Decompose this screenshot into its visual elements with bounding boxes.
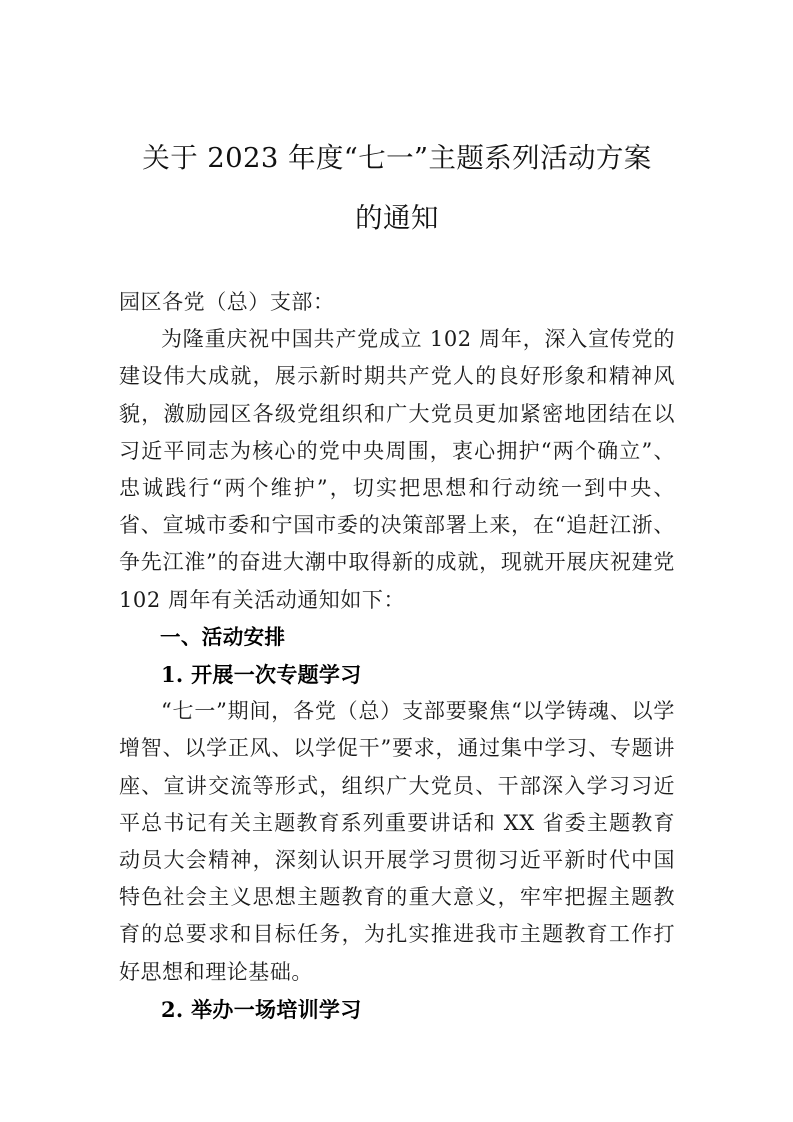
item-1-paragraph: “七一”期间，各党（总）支部要聚焦“以学铸魂、以学增智、以学正风、以学促干”要求，通过集中学习、专题讲座、宣讲交流等形式，组织广大党员、干部深入学习习近平总书记有关主题教育系列重要讲话和 XX 省委主题教育动员大会精神，深刻认识开展学习贯彻习近平新时代中国特色社会主义思想主题教育的重大意义，牢牢把握主题教育的总要求和目标任务，为扎实推进我市主题教育工作打好思想和理论基础。 — [119, 699, 675, 984]
document-title — [119, 0, 675, 248]
item-heading-training-session: 2. 举办一场培训学习 — [161, 996, 362, 1022]
item-heading-special-study: 1. 开展一次专题学习 — [161, 662, 362, 688]
document-content-column — [119, 0, 675, 1028]
salutation-line: 园区各党（总）支部： — [119, 290, 335, 314]
section-heading-activity-arrangement: 一、活动安排 — [160, 624, 286, 649]
document-title-line-1: 关于 2023 年度“七一”主题系列活动方案 — [142, 142, 652, 174]
document-title-line-2: 的通知 — [355, 202, 439, 234]
opening-paragraph: 为隆重庆祝中国共产党成立 102 周年，深入宣传党的建设伟大成就，展示新时期共产党人的良好形象和精神风貌，激励园区各级党组织和广大党员更加紧密地团结在以习近平同志为核心的党中央周围，衷心拥护“两个确立”、忠诚践行“两个维护”，切实把思想和行动统一到中央、省、宣城市委和宁国市委的决策部署上来，在“追赶江浙、争先江淮”的奋进大潮中取得新的成就，现就开展庆祝建党 102 周年有关活动通知如下： — [119, 327, 675, 612]
document-body — [119, 284, 675, 1028]
